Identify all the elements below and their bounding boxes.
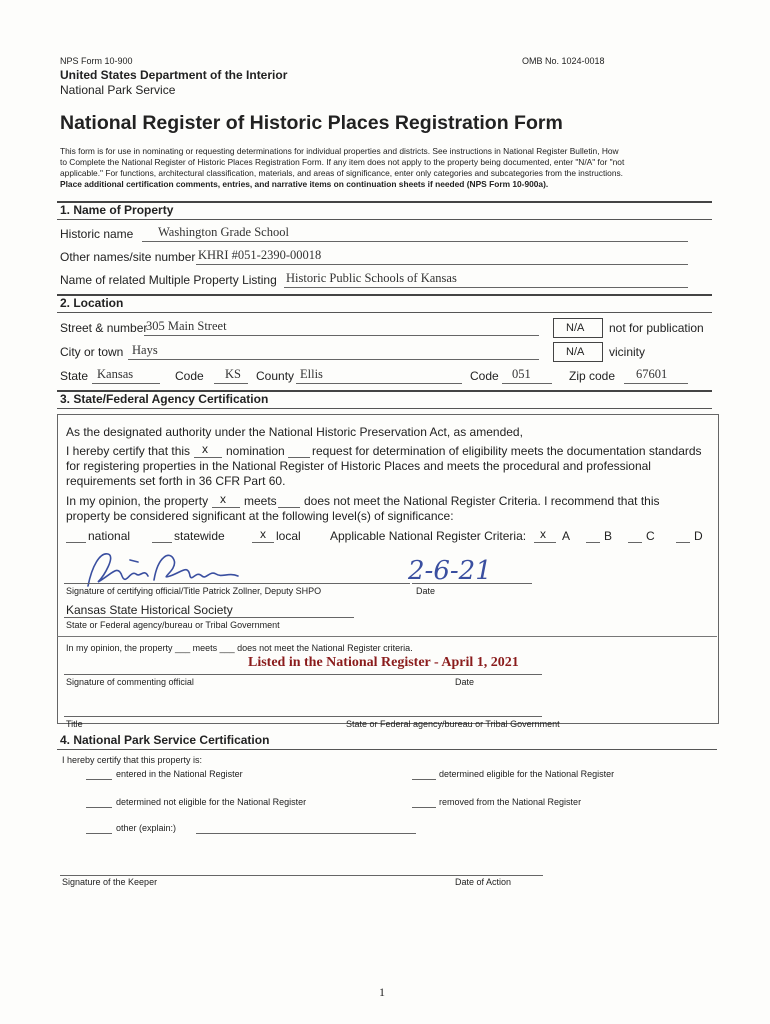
- divider: [57, 294, 712, 296]
- field-underline: [194, 457, 222, 458]
- state-code-value[interactable]: KS: [225, 367, 241, 381]
- divider: [57, 749, 717, 750]
- field-underline: [64, 583, 410, 584]
- cert-text: request for determination of eligibility meets the documentation standards: [312, 444, 702, 458]
- field-underline: [144, 335, 539, 336]
- opinion-text: In my opinion, the property ___ meets ___ does not meet the National Register criteria.: [66, 643, 413, 653]
- agency-name[interactable]: Kansas State Historical Society: [66, 603, 233, 617]
- field-underline: [152, 542, 172, 543]
- divider: [57, 636, 717, 637]
- field-underline: [628, 542, 642, 543]
- city-value[interactable]: Hays: [132, 343, 158, 357]
- street-value[interactable]: 305 Main Street: [146, 319, 227, 333]
- divider: [57, 219, 712, 220]
- field-underline: [212, 507, 240, 508]
- field-underline: [86, 833, 112, 834]
- instructions-line: to Complete the National Register of Historic Places Registration Form. If any item does not apply to the property being documented, enter "N/A" for "not: [60, 157, 625, 167]
- nfp-label: not for publication: [609, 321, 704, 335]
- zip-value[interactable]: 67601: [636, 367, 668, 381]
- option-entered[interactable]: entered in the National Register: [116, 769, 243, 779]
- field-underline: [64, 674, 542, 675]
- commenting-official-label: Signature of commenting official: [66, 677, 194, 687]
- state-value[interactable]: Kansas: [97, 367, 134, 381]
- field-underline: [534, 542, 556, 543]
- signature-label: Signature of certifying official/Title Patrick Zollner, Deputy SHPO: [66, 586, 322, 596]
- field-underline: [412, 583, 532, 584]
- zip-label: Zip code: [569, 369, 616, 383]
- field-underline: [676, 542, 690, 543]
- historic-name-value[interactable]: Washington Grade School: [158, 225, 289, 239]
- divider: [57, 312, 712, 313]
- mpl-value[interactable]: Historic Public Schools of Kansas: [286, 271, 457, 285]
- instructions-line: This form is for use in nominating or requesting determinations for individual properties and districts. See instructions in National Register Bulletin, How: [60, 146, 619, 156]
- department-name: United States Department of the Interior: [60, 68, 288, 82]
- field-underline: [92, 383, 160, 384]
- criteria-a: A: [562, 529, 571, 543]
- field-underline: [86, 779, 112, 780]
- field-underline: [502, 383, 552, 384]
- agency-label: State or Federal agency/bureau or Tribal Government: [66, 620, 280, 630]
- field-underline: [252, 542, 274, 543]
- field-underline: [196, 833, 416, 834]
- keeper-signature-label: Signature of the Keeper: [62, 877, 158, 887]
- agency-label: State or Federal agency/bureau or Tribal Government: [346, 719, 560, 729]
- omb-number: OMB No. 1024-0018: [522, 56, 605, 66]
- cert-text: nomination: [226, 444, 285, 458]
- other-names-value[interactable]: KHRI #051-2390-00018: [198, 248, 322, 262]
- county-code-value[interactable]: 051: [512, 367, 531, 381]
- nfp-value: N/A: [566, 322, 585, 334]
- criteria-c: C: [646, 529, 655, 543]
- cert-text: property be considered significant at the following level(s) of significance:: [66, 509, 454, 523]
- other-names-label: Other names/site number: [60, 250, 196, 264]
- state-code-label: Code: [175, 369, 204, 383]
- field-underline: [288, 457, 310, 458]
- level-statewide: statewide: [174, 529, 225, 543]
- cert-text: As the designated authority under the National Historic Preservation Act, as amended,: [66, 425, 523, 439]
- cert-text: for registering properties in the National Register of Historic Places and meets the procedural and professional: [66, 459, 651, 473]
- field-underline: [412, 779, 436, 780]
- field-underline: [284, 287, 688, 288]
- page-title: National Register of Historic Places Registration Form: [60, 112, 563, 134]
- option-determined-eligible[interactable]: determined eligible for the National Register: [439, 769, 615, 779]
- section2-heading: 2. Location: [60, 296, 124, 310]
- section1-heading: 1. Name of Property: [60, 203, 174, 217]
- cert-text: does not meet the National Register Criteria. I recommend that this: [304, 494, 660, 508]
- section4-heading: 4. National Park Service Certification: [60, 733, 270, 747]
- instructions-line: Place additional certification comments, entries, and narrative items on continuation sheets if needed (NPS Form 10-900a).: [60, 179, 549, 189]
- form-number: NPS Form 10-900: [60, 56, 133, 66]
- service-name: National Park Service: [60, 83, 176, 97]
- field-underline: [128, 359, 539, 360]
- meets-checkmark[interactable]: x: [220, 492, 226, 506]
- field-underline: [412, 807, 436, 808]
- cert-text: I hereby certify that this: [66, 444, 191, 458]
- field-underline: [86, 807, 112, 808]
- historic-name-label: Historic name: [60, 227, 134, 241]
- cert-text: In my opinion, the property: [66, 494, 209, 508]
- level-national: national: [88, 529, 131, 543]
- signature-date: 2-6-21: [408, 556, 492, 586]
- date-of-action-label: Date of Action: [455, 877, 512, 887]
- level-local: local: [276, 529, 301, 543]
- vicinity-label: vicinity: [609, 345, 646, 359]
- nomination-checkmark[interactable]: x: [202, 442, 208, 456]
- criteria-d: D: [694, 529, 703, 543]
- county-code-label: Code: [470, 369, 499, 383]
- field-underline: [296, 383, 462, 384]
- state-label: State: [60, 369, 89, 383]
- keeper-intro: I hereby certify that this property is:: [62, 755, 203, 765]
- county-value[interactable]: Ellis: [300, 367, 323, 381]
- field-underline: [214, 383, 248, 384]
- field-underline: [278, 507, 300, 508]
- field-underline: [66, 542, 86, 543]
- local-checkmark[interactable]: x: [260, 527, 266, 541]
- field-underline: [64, 617, 354, 618]
- instructions-line: applicable." For functions, architectural classification, materials, and areas of significance, enter only categories and subcategories from the instructions.: [60, 168, 623, 178]
- mpl-label: Name of related Multiple Property Listing: [60, 273, 277, 287]
- listed-stamp: Listed in the National Register - April 1, 2021: [248, 655, 519, 670]
- field-underline: [142, 241, 688, 242]
- option-other[interactable]: other (explain:): [116, 823, 177, 833]
- option-removed[interactable]: removed from the National Register: [439, 797, 582, 807]
- field-underline: [624, 383, 688, 384]
- city-label: City or town: [60, 345, 124, 359]
- divider: [57, 408, 712, 409]
- field-underline: [586, 542, 600, 543]
- criteria-label: Applicable National Register Criteria:: [330, 529, 527, 543]
- section3-heading: 3. State/Federal Agency Certification: [60, 392, 269, 406]
- cert-text: requirements set forth in 36 CFR Part 60.: [66, 474, 286, 488]
- county-label: County: [256, 369, 295, 383]
- date-label: Date: [455, 677, 475, 687]
- criteria-a-checkmark[interactable]: x: [540, 527, 546, 541]
- option-determined-not-eligible[interactable]: determined not eligible for the National Register: [116, 797, 307, 807]
- date-label: Date: [416, 586, 436, 596]
- instructions: [60, 146, 624, 190]
- vicinity-value: N/A: [566, 346, 585, 358]
- title-label: Title: [66, 719, 83, 729]
- field-underline: [64, 716, 542, 717]
- criteria-b: B: [604, 529, 613, 543]
- field-underline: [60, 875, 543, 876]
- cert-text: meets: [244, 494, 277, 508]
- field-underline: [196, 264, 688, 265]
- page-number: 1: [379, 985, 385, 999]
- street-label: Street & number: [60, 321, 148, 335]
